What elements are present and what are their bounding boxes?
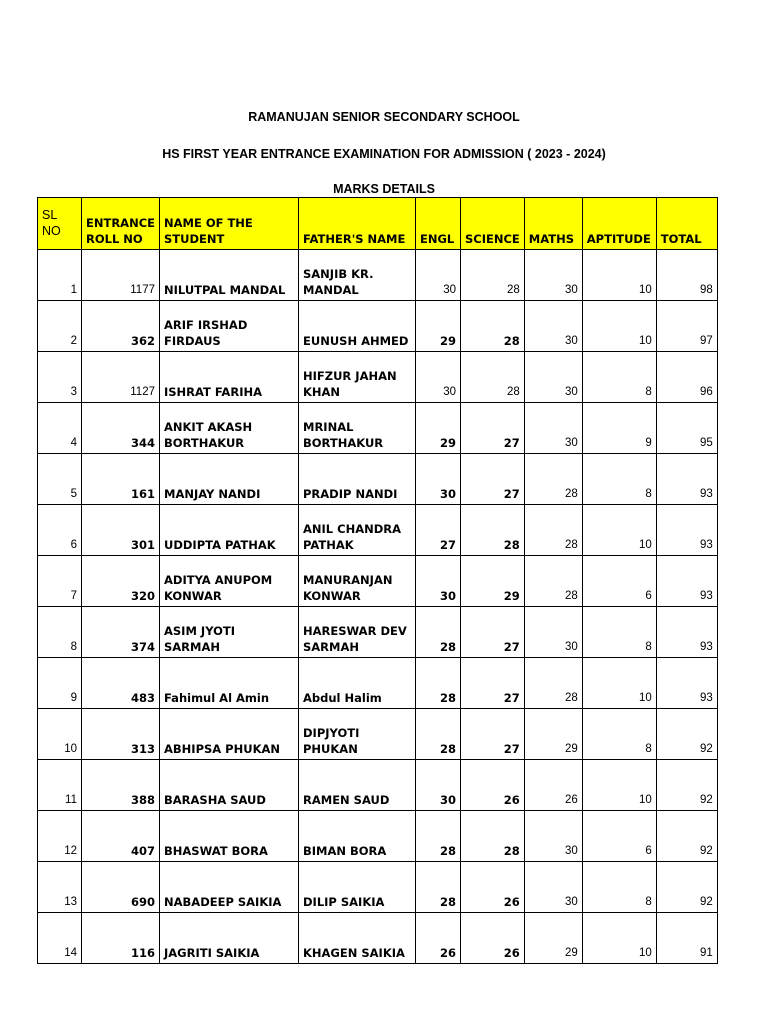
cell-aptitude: 8 — [582, 352, 656, 403]
cell-roll: 344 — [82, 403, 160, 454]
cell-aptitude: 10 — [582, 760, 656, 811]
cell-sl: 12 — [38, 811, 82, 862]
cell-roll: 1127 — [82, 352, 160, 403]
cell-sl: 5 — [38, 454, 82, 505]
cell-sl: 13 — [38, 862, 82, 913]
cell-name: UDDIPTA PATHAK — [160, 505, 299, 556]
cell-engl: 30 — [416, 250, 461, 301]
cell-science: 27 — [461, 658, 525, 709]
cell-sl: 6 — [38, 505, 82, 556]
cell-roll: 374 — [82, 607, 160, 658]
cell-maths: 30 — [524, 250, 582, 301]
table-row — [38, 862, 718, 913]
table-row — [38, 760, 718, 811]
cell-science: 28 — [461, 301, 525, 352]
cell-engl: 28 — [416, 811, 461, 862]
cell-maths: 30 — [524, 403, 582, 454]
cell-engl: 29 — [416, 403, 461, 454]
cell-engl: 29 — [416, 301, 461, 352]
cell-total: 93 — [656, 556, 717, 607]
cell-engl: 30 — [416, 454, 461, 505]
cell-aptitude: 8 — [582, 862, 656, 913]
cell-science: 27 — [461, 709, 525, 760]
cell-total: 95 — [656, 403, 717, 454]
cell-engl: 30 — [416, 556, 461, 607]
cell-name: NABADEEP SAIKIA — [160, 862, 299, 913]
cell-father: SANJIB KR. MANDAL — [299, 250, 416, 301]
marks-table — [37, 197, 718, 964]
cell-engl: 28 — [416, 658, 461, 709]
cell-aptitude: 8 — [582, 454, 656, 505]
table-row — [38, 250, 718, 301]
cell-maths: 30 — [524, 352, 582, 403]
cell-name: ARIF IRSHAD FIRDAUS — [160, 301, 299, 352]
cell-total: 93 — [656, 505, 717, 556]
cell-total: 92 — [656, 811, 717, 862]
cell-name: ADITYA ANUPOM KONWAR — [160, 556, 299, 607]
cell-aptitude: 10 — [582, 913, 656, 964]
cell-roll: 690 — [82, 862, 160, 913]
cell-name: JAGRITI SAIKIA — [160, 913, 299, 964]
cell-total: 93 — [656, 658, 717, 709]
cell-maths: 30 — [524, 811, 582, 862]
table-row — [38, 556, 718, 607]
cell-aptitude: 10 — [582, 505, 656, 556]
cell-total: 92 — [656, 862, 717, 913]
cell-aptitude: 8 — [582, 709, 656, 760]
cell-science: 27 — [461, 403, 525, 454]
cell-sl: 14 — [38, 913, 82, 964]
cell-roll: 301 — [82, 505, 160, 556]
cell-total: 92 — [656, 709, 717, 760]
cell-aptitude: 10 — [582, 301, 656, 352]
col-header-aptitude: APTITUDE — [582, 198, 656, 250]
cell-sl: 8 — [38, 607, 82, 658]
table-row — [38, 913, 718, 964]
cell-engl: 28 — [416, 862, 461, 913]
cell-science: 28 — [461, 811, 525, 862]
cell-engl: 26 — [416, 913, 461, 964]
cell-name: ASIM JYOTI SARMAH — [160, 607, 299, 658]
cell-aptitude: 8 — [582, 607, 656, 658]
cell-science: 26 — [461, 913, 525, 964]
table-row — [38, 811, 718, 862]
cell-father: PRADIP NANDI — [299, 454, 416, 505]
cell-sl: 9 — [38, 658, 82, 709]
cell-sl: 3 — [38, 352, 82, 403]
cell-science: 27 — [461, 454, 525, 505]
cell-science: 26 — [461, 862, 525, 913]
cell-father: HARESWAR DEV SARMAH — [299, 607, 416, 658]
cell-name: BARASHA SAUD — [160, 760, 299, 811]
cell-name: ISHRAT FARIHA — [160, 352, 299, 403]
section-title: MARKS DETAILS — [333, 182, 435, 196]
cell-total: 92 — [656, 760, 717, 811]
cell-engl: 27 — [416, 505, 461, 556]
cell-sl: 11 — [38, 760, 82, 811]
cell-name: Fahimul Al Amin — [160, 658, 299, 709]
cell-sl: 1 — [38, 250, 82, 301]
cell-engl: 28 — [416, 709, 461, 760]
cell-father: DILIP SAIKIA — [299, 862, 416, 913]
cell-father: MRINAL BORTHAKUR — [299, 403, 416, 454]
col-header-name: NAME OF THE STUDENT — [160, 198, 299, 250]
cell-maths: 28 — [524, 454, 582, 505]
cell-name: ABHIPSA PHUKAN — [160, 709, 299, 760]
col-header-father: FATHER'S NAME — [299, 198, 416, 250]
cell-father: HIFZUR JAHAN KHAN — [299, 352, 416, 403]
table-row — [38, 301, 718, 352]
cell-maths: 30 — [524, 607, 582, 658]
cell-science: 29 — [461, 556, 525, 607]
cell-engl: 30 — [416, 352, 461, 403]
cell-maths: 28 — [524, 556, 582, 607]
cell-name: ANKIT AKASH BORTHAKUR — [160, 403, 299, 454]
cell-sl: 2 — [38, 301, 82, 352]
cell-name: MANJAY NANDI — [160, 454, 299, 505]
cell-maths: 28 — [524, 505, 582, 556]
col-header-science: SCIENCE — [461, 198, 525, 250]
cell-sl: 7 — [38, 556, 82, 607]
cell-father: ANIL CHANDRA PATHAK — [299, 505, 416, 556]
cell-roll: 116 — [82, 913, 160, 964]
cell-father: Abdul Halim — [299, 658, 416, 709]
cell-aptitude: 6 — [582, 556, 656, 607]
cell-roll: 483 — [82, 658, 160, 709]
cell-sl: 10 — [38, 709, 82, 760]
table-row — [38, 607, 718, 658]
school-name: RAMANUJAN SENIOR SECONDARY SCHOOL — [248, 110, 520, 124]
cell-science: 28 — [461, 352, 525, 403]
table-row — [38, 505, 718, 556]
table-row — [38, 658, 718, 709]
cell-maths: 29 — [524, 913, 582, 964]
cell-name: BHASWAT BORA — [160, 811, 299, 862]
cell-total: 93 — [656, 607, 717, 658]
cell-father: KHAGEN SAIKIA — [299, 913, 416, 964]
table-header-row — [38, 198, 718, 250]
cell-total: 91 — [656, 913, 717, 964]
table-row — [38, 709, 718, 760]
cell-roll: 313 — [82, 709, 160, 760]
cell-father: EUNUSH AHMED — [299, 301, 416, 352]
cell-name: NILUTPAL MANDAL — [160, 250, 299, 301]
cell-maths: 28 — [524, 658, 582, 709]
col-header-roll: ENTRANCE ROLL NO — [82, 198, 160, 250]
cell-aptitude: 9 — [582, 403, 656, 454]
cell-roll: 1177 — [82, 250, 160, 301]
col-header-sl: SL NO — [38, 198, 82, 250]
table-row — [38, 454, 718, 505]
cell-engl: 28 — [416, 607, 461, 658]
cell-total: 98 — [656, 250, 717, 301]
col-header-maths: MATHS — [524, 198, 582, 250]
cell-maths: 30 — [524, 301, 582, 352]
cell-father: BIMAN BORA — [299, 811, 416, 862]
table-row — [38, 352, 718, 403]
cell-engl: 30 — [416, 760, 461, 811]
cell-roll: 320 — [82, 556, 160, 607]
cell-total: 93 — [656, 454, 717, 505]
cell-roll: 161 — [82, 454, 160, 505]
cell-aptitude: 6 — [582, 811, 656, 862]
cell-science: 28 — [461, 250, 525, 301]
col-header-total: TOTAL — [656, 198, 717, 250]
cell-total: 97 — [656, 301, 717, 352]
table-row — [38, 403, 718, 454]
cell-aptitude: 10 — [582, 250, 656, 301]
cell-father: RAMEN SAUD — [299, 760, 416, 811]
cell-science: 27 — [461, 607, 525, 658]
cell-aptitude: 10 — [582, 658, 656, 709]
cell-sl: 4 — [38, 403, 82, 454]
cell-science: 28 — [461, 505, 525, 556]
cell-maths: 30 — [524, 862, 582, 913]
cell-roll: 407 — [82, 811, 160, 862]
cell-roll: 388 — [82, 760, 160, 811]
cell-total: 96 — [656, 352, 717, 403]
exam-title: HS FIRST YEAR ENTRANCE EXAMINATION FOR ADMISSION ( 2023 - 2024) — [162, 147, 606, 161]
cell-maths: 26 — [524, 760, 582, 811]
cell-father: DIPJYOTI PHUKAN — [299, 709, 416, 760]
cell-father: MANURANJAN KONWAR — [299, 556, 416, 607]
cell-science: 26 — [461, 760, 525, 811]
cell-maths: 29 — [524, 709, 582, 760]
cell-roll: 362 — [82, 301, 160, 352]
col-header-engl: ENGL — [416, 198, 461, 250]
